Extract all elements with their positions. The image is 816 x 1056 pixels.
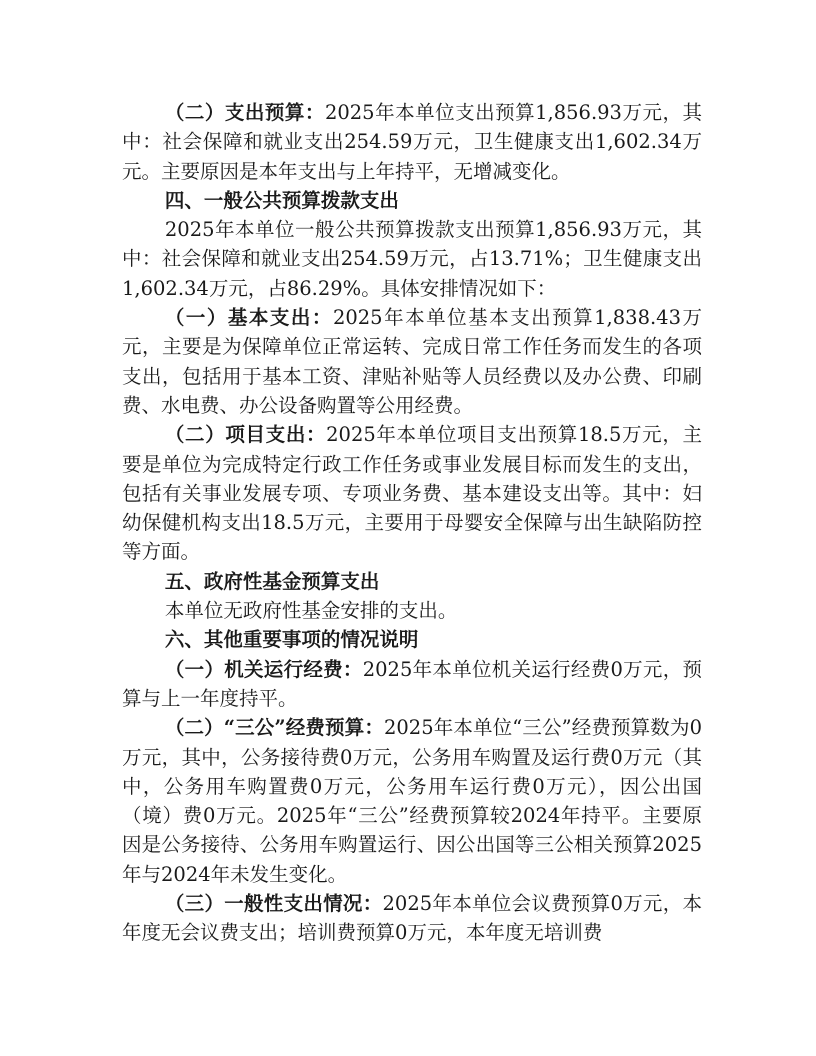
section-heading-general-public-budget: 四、一般公共预算拨款支出 (164, 188, 399, 212)
paragraph-heading: （二）支出预算： (164, 101, 325, 124)
paragraph-basic-expenditure (122, 303, 702, 420)
paragraph-heading: （一）机关运行经费： (164, 657, 363, 681)
paragraph-government-fund: 本单位无政府性基金安排的支出。 (164, 599, 458, 623)
paragraph-body: 2025年本单位支出预算1,856.93万元，其中：社会保障和就业支出254.59万元，卫生健康支出1,602.34万元。主要原因是本年支出与上年持平，无增减变化。 (122, 101, 702, 183)
paragraph-heading: （二）项目支出： (164, 423, 327, 447)
paragraph-body: 2025年本单位“三公”经费预算数为0万元，其中，公务接待费0万元，公务用车购置及运行费0万元（其中，公务用车购置费0万元，公务用车运行费0万元），因公出国（境）费0万元。2025年“三公”经费预算较2024年持平。主要原因是公务接待、公务用车购置运行、因公出国等三公相关预算2025年与2024年未发生变化。 (122, 716, 702, 886)
paragraph-project-expenditure (122, 420, 702, 566)
section-heading-other-matters: 六、其他重要事项的情况说明 (164, 628, 419, 652)
section-heading-government-fund: 五、政府性基金预算支出 (164, 569, 380, 593)
paragraph-operating-funds (122, 655, 702, 714)
paragraph-body: 2025年本单位基本支出预算1,838.43万元，主要是为保障单位正常运转、完成日常工作任务而发生的各项支出，包括用于基本工资、津贴补贴等人员经费以及办公费、印刷费、水电费、办公设备购置等公用经费。 (122, 306, 702, 417)
paragraph-heading: （一）基本支出： (164, 306, 333, 330)
paragraph-three-public-funds (122, 713, 702, 889)
paragraph-general-expenditure (122, 889, 702, 948)
paragraph-expenditure-budget (122, 98, 702, 186)
paragraph-heading: （二）“三公”经费预算： (164, 716, 384, 740)
paragraph-general-public-budget: 2025年本单位一般公共预算拨款支出预算1,856.93万元，其中：社会保障和就业支出254.59万元，占13.71%；卫生健康支出1,602.34万元，占86.29%。具体安排情况如下： (122, 218, 702, 300)
document-page (122, 98, 702, 948)
paragraph-body: 2025年本单位会议费预算0万元，本年度无会议费支出；培训费预算0万元，本年度无培训费 (122, 892, 702, 945)
paragraph-body: 2025年本单位机关运行经费0万元，预算与上一年度持平。 (122, 657, 702, 710)
paragraph-heading: （三）一般性支出情况： (164, 892, 383, 916)
paragraph-body: 2025年本单位项目支出预算18.5万元，主要是单位为完成特定行政工作任务或事业发展目标而发生的支出，包括有关事业发展专项、专项业务费、基本建设支出等。其中：妇幼保健机构支出18.5万元，主要用于母婴安全保障与出生缺陷防控等方面。 (122, 423, 702, 564)
